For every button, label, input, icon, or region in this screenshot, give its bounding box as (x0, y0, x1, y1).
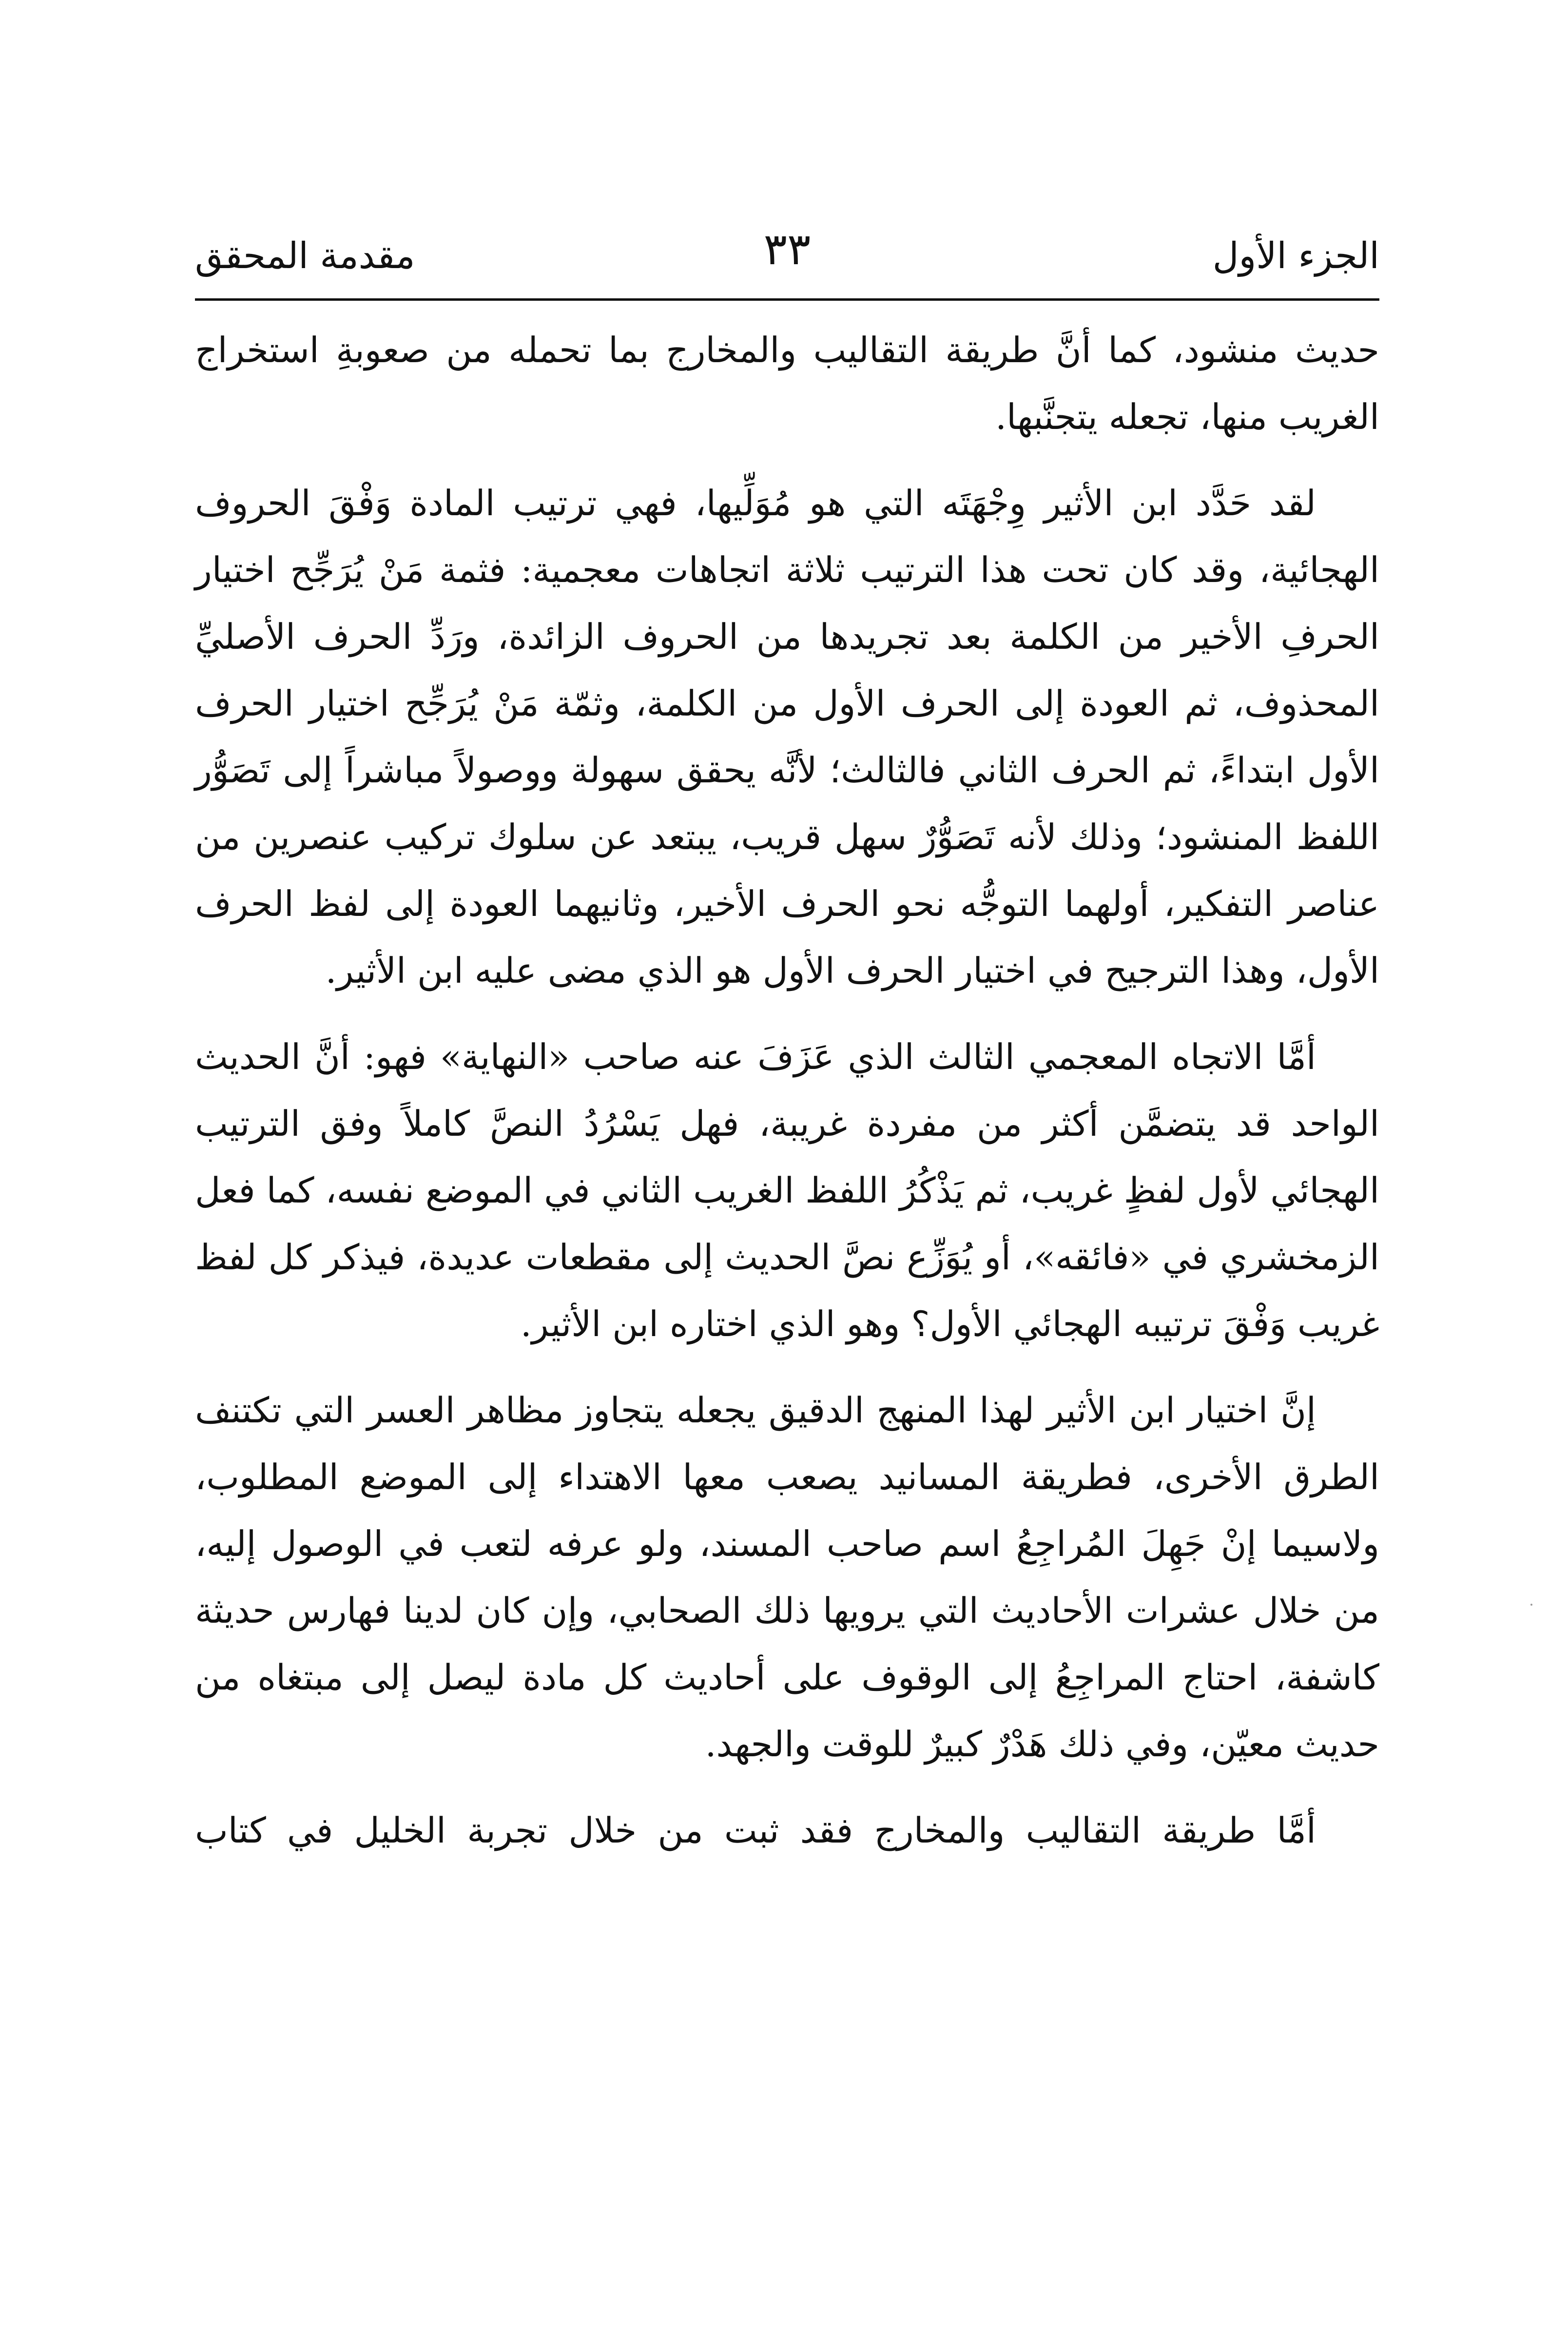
page-body (195, 317, 1379, 1883)
paragraph-method-advantages: إنَّ اختيار ابن الأثير لهذا المنهج الدقيق يجعله يتجاوز مظاهر العسر التي تكتنف الطرق الأخرى، فطريقة المسانيد يصعب معها الاهتداء إلى الموضع المطلوب، ولاسيما إنْ جَهِلَ المُراجِعُ اسم صاحب المسند، ولو عرفه لتعب في الوصول إليه، من خلال عشرات الأحاديث التي يرويها ذلك الصحابي، وإن كان لدينا فهارس حديثة كاشفة، احتاج المراجِعُ إلى الوقوف على أحاديث كل مادة ليصل إلى مبتغاه من حديث معيّن، وفي ذلك هَدْرٌ كبيرٌ للوقت والجهد. (195, 1390, 1379, 1765)
page-header (195, 214, 1379, 288)
running-head-volume: الجزء الأول (1212, 235, 1379, 277)
paragraph-taqalib-method: أمَّا طريقة التقاليب والمخارج فقد ثبت من خلال تجربة الخليل في كتاب (195, 1810, 1316, 1851)
paragraph-continuation: حديث منشود، كما أنَّ طريقة التقاليب والمخارج بما تحمله من صعوبةِ استخراج الغريب منها، تجعله يتجنَّبها. (195, 330, 1380, 437)
paragraph-third-lexical-trend: أمَّا الاتجاه المعجمي الثالث الذي عَزَفَ عنه صاحب «النهاية» فهو: أنَّ الحديث الواحد قد يتضمَّن أكثر من مفردة غريبة، فهل يَسْرُدُ النصَّ كاملاً وفق الترتيب الهجائي لأول لفظٍ غريب، ثم يَذْكُرُ اللفظ الغريب الثاني في الموضع نفسه، كما فعل الزمخشري في «فائقه»، أو يُوَزِّع نصَّ الحديث إلى مقطعات عديدة، فيذكر كل لفظ غريب وَفْقَ ترتيبه الهجائي الأول؟ وهو الذي اختاره ابن الأثير. (195, 1036, 1380, 1344)
paragraph-ibn-al-athir-direction: لقد حَدَّد ابن الأثير وِجْهَتَه التي هو مُوَلِّيها، فهي ترتيب المادة وَفْقَ الحروف الهجائية، وقد كان تحت هذا الترتيب ثلاثة اتجاهات معجمية: فثمة مَنْ يُرَجِّح اختيار الحرفِ الأخير من الكلمة بعد تجريدها من الحروف الزائدة، ورَدِّ الحرف الأصليِّ المحذوف، ثم العودة إلى الحرف الأول من الكلمة، وثمّة مَنْ يُرَجِّح اختيار الحرف الأول ابتداءً، ثم الحرف الثاني فالثالث؛ لأنَّه يحقق سهولة ووصولاً مباشراً إلى تَصَوُّر اللفظ المنشود؛ وذلك لأنه تَصَوُّرٌ سهل قريب، يبتعد عن سلوك تركيب عنصرين من عناصر التفكير، أولهما التوجُّه نحو الحرف الأخير، وثانيهما العودة إلى لفظ الحرف الأول، وهذا الترجيح في اختيار الحرف الأول هو الذي مضى عليه ابن الأثير. (195, 483, 1379, 991)
margin-speck (1530, 1604, 1532, 1606)
page-number: ٣٣ (763, 224, 811, 275)
header-rule (195, 298, 1379, 301)
running-head-section: مقدمة المحقق (195, 235, 415, 277)
